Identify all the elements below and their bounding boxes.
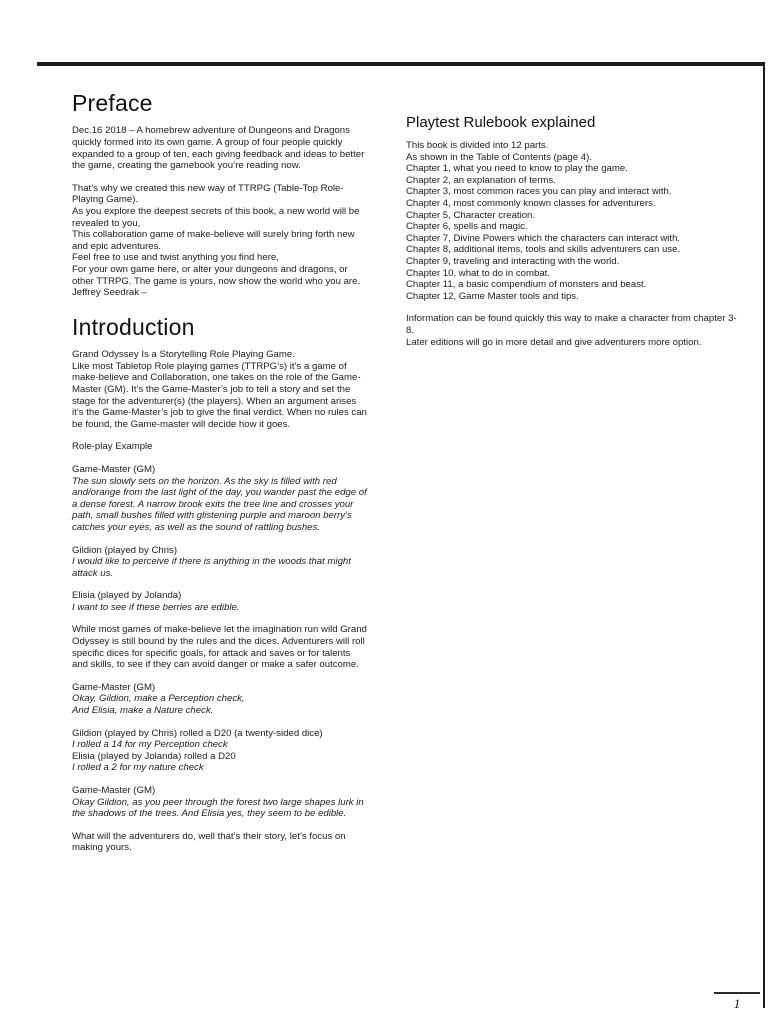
paragraph: Elisia (played by Jolanda)	[72, 590, 182, 602]
preface-title: Preface	[72, 90, 153, 116]
rulebook-title: Playtest Rulebook explained	[406, 114, 596, 131]
paragraph: Okay, Gildion, make a Perception check,	[72, 693, 245, 705]
paragraph: Gildion (played by Chris) rolled a D20 (a twenty-sided dice)	[72, 727, 323, 739]
paragraph: Chapter 8, additional items, tools and skills adventurers can use.	[406, 244, 681, 256]
paragraph: I rolled a 2 for my nature check	[72, 762, 204, 774]
paragraph: Chapter 4, most commonly known classes for adventurers.	[406, 197, 656, 209]
paragraph: The sun slowly sets on the horizon. As the sky is filled with red and/orange from the last light of the day, you wander past the edge of a dense forest. A narrow brook exits the tree line and crosses your path, small bushes filled with glistening purple and maroon berry’s catches your eyes, as well as the sound of rattling bushes.	[72, 475, 367, 533]
paragraph: Chapter 1, what you need to know to play the game.	[406, 163, 628, 175]
paragraph: As you explore the deepest secrets of this book, a new world will be revealed to you,	[72, 206, 360, 229]
introduction-paragraphs	[72, 349, 368, 854]
paragraph: Feel free to use and twist anything you find here,	[72, 252, 279, 264]
page-number: 1	[714, 992, 760, 1012]
paragraph: That’s why we created this new way of TTRPG (Table-Top Role-Playing Game).	[72, 182, 344, 206]
paragraph: For your own game here, or alter your dungeons and dragons, or other TTRPG. The game is yours, now show the world who you are. Jeffrey Seedrak –	[72, 263, 361, 299]
paragraph: While most games of make-believe let the imagination run wild Grand Odyssey is still bound by the rules and the dices. Adventurers will roll specific dices for specific goals, for attack and saves or for talents and skills, to see if they can avoid danger or make a safer outcome.	[72, 624, 367, 671]
paragraph: Chapter 5, Character creation.	[406, 209, 536, 221]
introduction-title: Introduction	[72, 313, 195, 340]
paragraph: Elisia (played by Jolanda) rolled a D20	[72, 750, 236, 762]
paragraph: And Elisia, make a Nature check.	[72, 705, 214, 717]
paragraph: Game-Master (GM)	[72, 785, 156, 796]
paragraph: I want to see if these berries are edible.	[72, 601, 240, 613]
paragraph: Chapter 6, spells and magic.	[406, 221, 528, 233]
paragraph: Chapter 3, most common races you can play and interact with.	[406, 186, 672, 198]
paragraph: Gildion (played by Chris)	[72, 544, 178, 556]
paragraph: Okay Gildion, as you peer through the forest two large shapes lurk in the shadows of the trees. And Elisia yes, they seem to be edible.	[72, 796, 364, 820]
paragraph: What will the adventurers do, well that’s their story, let’s focus on making yours.	[72, 830, 346, 854]
paragraph: Chapter 10, what to do in combat.	[406, 267, 550, 279]
paragraph: Chapter 11, a basic compendium of monsters and beast.	[406, 279, 647, 291]
paragraph: Chapter 9, traveling and interacting with the world.	[406, 255, 620, 267]
paragraph: This collaboration game of make-believe will surely bring forth new and epic adventures.	[72, 229, 355, 252]
right-column	[406, 114, 744, 348]
paragraph: I rolled a 14 for my Perception check	[72, 739, 228, 751]
paragraph: Chapter 7, Divine Powers which the characters can interact with.	[406, 232, 681, 244]
paragraph: As shown in the Table of Contents (page 4).	[406, 151, 592, 163]
paragraph: Later editions will go in more detail and give adventurers more option.	[406, 336, 702, 348]
paragraph: Dec.16 2018 – A homebrew adventure of Dungeons and Dragons quickly formed into its own game. A group of four people quickly expanded to a group of ten, each giving feedback and ideas to better the game, creating the gamebook you’re reading now.	[72, 125, 365, 172]
paragraph: This book is divided into 12 parts.	[406, 140, 549, 151]
paragraph: Grand Odyssey Is a Storytelling Role Playing Game.	[72, 349, 295, 361]
paragraph: I would like to perceive if there is anything in the woods that might attack us.	[72, 556, 351, 579]
left-column	[72, 90, 368, 854]
paragraph: Game-Master (GM)	[72, 463, 156, 475]
paragraph: Like most Tabletop Role playing games (TTRPG’s) it’s a game of make-believe and Collaboration, one takes on the role of the Game-Master (GM). It’s the Game-Master’s job to tell a story and set the stage for the adventurer(s) (the players). When an argument arises it’s the Game-Master’s job to give the final verdict. When no rules can be found, the Game-master will decide how it goes.	[72, 360, 367, 430]
paragraph: Chapter 2, an explanation of terms.	[406, 174, 556, 186]
preface-paragraphs	[72, 125, 368, 298]
paragraph: Game-Master (GM)	[72, 681, 156, 693]
paragraph: Chapter 12, Game Master tools and tips.	[406, 290, 579, 302]
rulebook-paragraphs	[406, 140, 744, 348]
paragraph: Role-play Example	[72, 441, 153, 453]
paragraph: Information can be found quickly this way to make a character from chapter 3-8.	[406, 313, 737, 336]
